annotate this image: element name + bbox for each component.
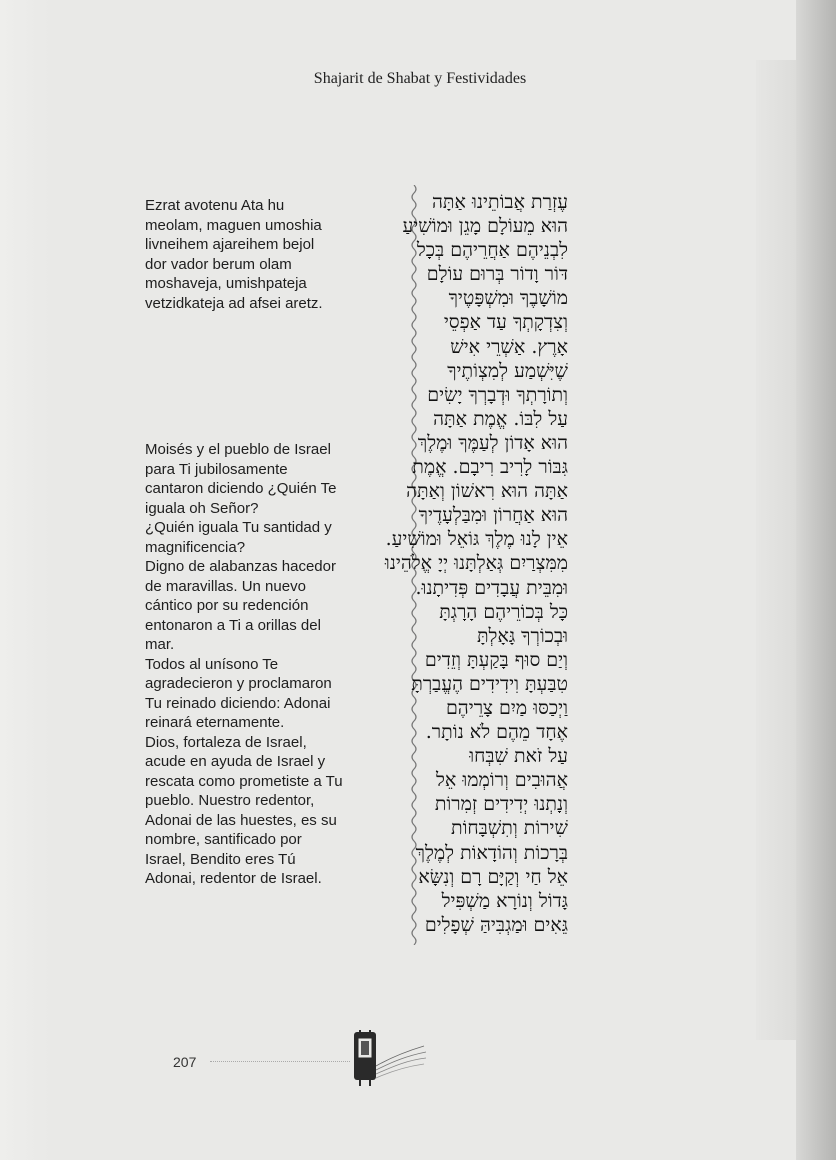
translation-line: pueblo. Nuestro redentor, <box>145 792 315 809</box>
hebrew-line: בְּרָכוֹת וְהוֹדָאוֹת לְמֶלֶךְ <box>415 841 568 864</box>
translation-line: ¿Quién iguala Tu santidad y <box>145 519 332 536</box>
translation-line: Todos al unísono Te <box>145 655 279 673</box>
hebrew-line: מִמִּצְרַיִם גְּאַלְתָּנוּ יְיָ אֱלֹהֵינוּ <box>384 552 568 575</box>
translation-line: Tu reinado diciendo: Adonai <box>145 694 331 712</box>
hebrew-line: וּבְכוֹרְךָ גָּאָלְתָּ <box>476 624 568 647</box>
hebrew-line: עַל לִבּוֹ. אֱמֶת אַתָּה <box>433 407 568 430</box>
translation-line: acude en ayuda de Israel y <box>145 753 326 770</box>
hebrew-text-block <box>384 190 568 937</box>
translation-line: agradecieron y proclamaron <box>145 675 332 692</box>
transliteration-line: Ezrat avotenu Ata hu <box>145 197 285 214</box>
page-edge-right <box>796 0 836 1160</box>
page-shadow-left <box>0 0 50 1160</box>
translation-line: Moisés y el pueblo de Israel <box>145 441 331 458</box>
running-header: Shajarit de Shabat y Festividades <box>313 70 527 87</box>
translation-line: para Ti jubilosamente <box>145 460 288 478</box>
translation-line: Digno de alabanzas hacedor <box>145 558 336 575</box>
transliteration-line: meolam, maguen umoshia <box>145 216 322 234</box>
translation-line: de maravillas. Un nuevo <box>145 577 306 595</box>
hebrew-line: אֵל חַי וְקַיָּם רָם וְנִשָּׂא <box>418 865 568 888</box>
hebrew-line: גִּבּוֹר לָרִיב רִיבָם. אֱמֶת <box>412 456 568 479</box>
hebrew-line: וְצִדְקָתְךָ עַד אַפְסֵי <box>443 311 568 334</box>
translation-line: Adonai de las huestes, es su <box>145 811 337 829</box>
hebrew-line: לִבְנֵיהֶם אַחֲרֵיהֶם בְּכָל <box>416 239 568 262</box>
page-number: 207 <box>173 1054 197 1070</box>
translation-line: nombre, santificado por <box>145 831 302 848</box>
transliteration-line: moshaveja, umishpateja <box>145 275 307 292</box>
translation-line: Adonai, redentor de Israel. <box>145 870 322 887</box>
hebrew-line: שִׁירוֹת וְתִשְׁבָּחוֹת <box>450 817 568 840</box>
hebrew-line: וּמִבֵּית עֲבָדִים פְּדִיתָנוּ. <box>415 576 568 599</box>
hebrew-line: אֲהוּבִים וְרוֹמְמוּ אֵל <box>436 769 568 792</box>
hebrew-line: עַל זֹאת שִׁבְּחוּ <box>469 745 568 768</box>
translation-line: Israel, Bendito eres Tú <box>145 850 296 868</box>
translation-line: rescata como prometiste a Tu <box>145 772 343 790</box>
hebrew-line: הוּא אָדוֹן לְעַמֶּךָ וּמֶלֶךְ <box>417 431 568 454</box>
translation-line: cántico por su redención <box>145 597 309 614</box>
torah-scroll-icon <box>348 1028 428 1088</box>
translation-paragraph <box>145 440 380 889</box>
hebrew-line: טִבַּעְתָּ וִידִידִים הֶעֱבַרְתָּ <box>411 672 568 695</box>
hebrew-line: אֶחָד מֵהֶם לֹא נוֹתָר. <box>425 721 568 744</box>
translation-line: cantaron diciendo ¿Quién Te <box>145 480 337 497</box>
hebrew-line: דּוֹר וָדוֹר בְּרוּם עוֹלָם <box>426 263 568 286</box>
hebrew-line: עֶזְרַת אֲבוֹתֵינוּ אַתָּה <box>432 191 568 213</box>
transliteration-line: livneihem ajareihem bejol <box>145 236 315 253</box>
hebrew-line: גֵּאִים וּמַגְבִּיהַּ שְׁפָלִים <box>424 913 568 936</box>
hebrew-line: שֶׁיִּשְׁמַע לְמִצְוֹתֶיךָ <box>447 359 568 382</box>
hebrew-line: וְתוֹרָתְךָ וּדְבָרְךָ יָשִׂים <box>427 383 568 406</box>
translation-line: Dios, fortaleza de Israel, <box>145 733 307 751</box>
hebrew-line: מוֹשָׁבֶךָ וּמִשְׁפָּטֶיךָ <box>448 287 568 310</box>
translation-line: mar. <box>145 636 175 653</box>
hebrew-line: הוּא מֵעוֹלָם מָגֵן וּמוֹשִׁיעַ <box>402 215 568 238</box>
hebrew-line: כָּל בְּכוֹרֵיהֶם הָרָגְתָּ <box>439 600 568 623</box>
page-binding-strip <box>756 60 796 1040</box>
translation-line: reinará eternamente. <box>145 714 285 731</box>
transliteration-line: dor vador berum olam <box>145 255 292 273</box>
hebrew-line: וַיְכַסּוּ מַיִם צָרֵיהֶם <box>445 696 568 719</box>
translation-line: iguala oh Señor? <box>145 499 259 517</box>
transliteration-line: vetzidkateja ad afsei aretz. <box>145 294 323 312</box>
hebrew-line: גָּדוֹל וְנוֹרָא מַשְׁפִּיל <box>441 889 568 912</box>
hebrew-line: אָרֶץ. אַשְׁרֵי אִישׁ <box>450 335 568 358</box>
hebrew-line: אֵין לָנוּ מֶלֶךְ גּוֹאֵל וּמוֹשִׁיעַ. <box>385 528 568 551</box>
translation-line: entonaron a Ti a orillas del <box>145 616 321 634</box>
hebrew-line: אַתָּה הוּא רִאשׁוֹן וְאַתָּה <box>406 480 568 503</box>
translation-line: magnificencia? <box>145 538 246 556</box>
hebrew-line: וְנָתְנוּ יְדִידִים זְמִרוֹת <box>434 793 568 816</box>
hebrew-line: וְיַם סוּף בָּקַעְתָּ וְזֵדִים <box>424 648 568 671</box>
footer-rule <box>210 1061 350 1062</box>
transliteration-paragraph <box>145 196 360 313</box>
hebrew-line: הוּא אַחֲרוֹן וּמִבַּלְעָדֶיךָ <box>418 504 568 527</box>
